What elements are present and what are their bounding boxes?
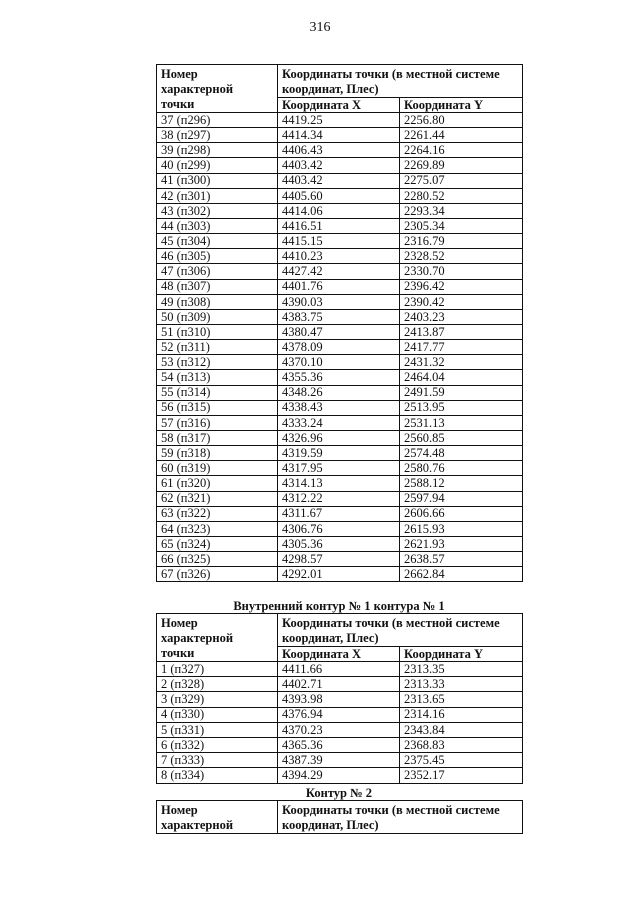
cell-coord-x: 4317.95	[278, 461, 400, 476]
cell-coord-y: 2264.16	[400, 143, 523, 158]
cell-coord-x: 4306.76	[278, 521, 400, 536]
cell-coord-y: 2621.93	[400, 536, 523, 551]
cell-coord-y: 2293.34	[400, 203, 523, 218]
table-row	[157, 536, 523, 551]
cell-point-number: 59 (п318)	[157, 446, 278, 461]
cell-coord-y: 2269.89	[400, 158, 523, 173]
table-body	[157, 113, 523, 582]
table-row	[157, 506, 523, 521]
header-coordinates: Координаты точки (в местной системе координат, Плес)	[278, 614, 523, 647]
header-coordinates: Координаты точки (в местной системе координат, Плес)	[278, 801, 523, 834]
cell-coord-x: 4370.23	[278, 722, 400, 737]
table-row	[157, 677, 523, 692]
section-caption-contour-2: Контур № 2	[305, 786, 373, 800]
table-row	[157, 662, 523, 677]
table-row	[157, 476, 523, 491]
cell-coord-x: 4383.75	[278, 309, 400, 324]
cell-point-number: 63 (п322)	[157, 506, 278, 521]
cell-coord-x: 4376.94	[278, 707, 400, 722]
cell-point-number: 51 (п310)	[157, 324, 278, 339]
table-row	[157, 722, 523, 737]
table-row	[157, 707, 523, 722]
cell-point-number: 66 (п325)	[157, 552, 278, 567]
cell-point-number: 40 (п299)	[157, 158, 278, 173]
cell-coord-y: 2574.48	[400, 446, 523, 461]
table-row	[157, 768, 523, 783]
cell-point-number: 1 (п327)	[157, 662, 278, 677]
header-point-number: Номер характерной точки	[157, 65, 278, 113]
cell-coord-y: 2313.33	[400, 677, 523, 692]
table-row	[157, 753, 523, 768]
cell-coord-x: 4312.22	[278, 491, 400, 506]
cell-coord-y: 2330.70	[400, 264, 523, 279]
coordinates-table-contour-1	[156, 64, 523, 582]
cell-coord-x: 4393.98	[278, 692, 400, 707]
cell-coord-y: 2580.76	[400, 461, 523, 476]
table-row	[157, 188, 523, 203]
cell-coord-y: 2431.32	[400, 355, 523, 370]
cell-point-number: 6 (п332)	[157, 737, 278, 752]
table-row	[157, 567, 523, 582]
cell-coord-x: 4365.36	[278, 737, 400, 752]
page-number: 316	[309, 20, 331, 35]
cell-point-number: 54 (п313)	[157, 370, 278, 385]
cell-point-number: 5 (п331)	[157, 722, 278, 737]
cell-point-number: 8 (п334)	[157, 768, 278, 783]
cell-point-number: 49 (п308)	[157, 294, 278, 309]
cell-coord-x: 4305.36	[278, 536, 400, 551]
cell-coord-y: 2305.34	[400, 218, 523, 233]
cell-point-number: 44 (п303)	[157, 218, 278, 233]
table-row	[157, 521, 523, 536]
coordinates-table-contour-2	[156, 800, 523, 834]
cell-coord-y: 2638.57	[400, 552, 523, 567]
cell-coord-x: 4403.42	[278, 158, 400, 173]
table-row	[157, 446, 523, 461]
cell-point-number: 38 (п297)	[157, 128, 278, 143]
table-row	[157, 415, 523, 430]
cell-point-number: 50 (п309)	[157, 309, 278, 324]
cell-coord-y: 2417.77	[400, 340, 523, 355]
cell-point-number: 48 (п307)	[157, 279, 278, 294]
cell-coord-x: 4414.06	[278, 203, 400, 218]
table-row	[157, 385, 523, 400]
table-body	[157, 662, 523, 784]
cell-coord-y: 2413.87	[400, 324, 523, 339]
header-coord-y: Координата Y	[400, 98, 523, 113]
cell-coord-x: 4298.57	[278, 552, 400, 567]
cell-coord-x: 4292.01	[278, 567, 400, 582]
cell-coord-x: 4405.60	[278, 188, 400, 203]
cell-coord-y: 2588.12	[400, 476, 523, 491]
cell-coord-y: 2343.84	[400, 722, 523, 737]
cell-coord-y: 2275.07	[400, 173, 523, 188]
table-row	[157, 234, 523, 249]
cell-coord-x: 4370.10	[278, 355, 400, 370]
table-row	[157, 113, 523, 128]
cell-coord-x: 4355.36	[278, 370, 400, 385]
table-row	[157, 340, 523, 355]
cell-point-number: 3 (п329)	[157, 692, 278, 707]
cell-coord-y: 2606.66	[400, 506, 523, 521]
cell-coord-x: 4406.43	[278, 143, 400, 158]
cell-point-number: 4 (п330)	[157, 707, 278, 722]
cell-point-number: 42 (п301)	[157, 188, 278, 203]
cell-point-number: 62 (п321)	[157, 491, 278, 506]
cell-point-number: 37 (п296)	[157, 113, 278, 128]
table-row	[157, 279, 523, 294]
cell-point-number: 56 (п315)	[157, 400, 278, 415]
table-row	[157, 218, 523, 233]
cell-coord-y: 2560.85	[400, 430, 523, 445]
table-row	[157, 203, 523, 218]
header-coord-x: Координата X	[278, 647, 400, 662]
cell-coord-y: 2280.52	[400, 188, 523, 203]
cell-point-number: 41 (п300)	[157, 173, 278, 188]
cell-point-number: 7 (п333)	[157, 753, 278, 768]
cell-point-number: 53 (п312)	[157, 355, 278, 370]
cell-point-number: 43 (п302)	[157, 203, 278, 218]
cell-point-number: 47 (п306)	[157, 264, 278, 279]
cell-coord-x: 4403.42	[278, 173, 400, 188]
cell-coord-y: 2531.13	[400, 415, 523, 430]
cell-coord-x: 4411.66	[278, 662, 400, 677]
cell-point-number: 55 (п314)	[157, 385, 278, 400]
table-row	[157, 491, 523, 506]
cell-coord-y: 2403.23	[400, 309, 523, 324]
cell-coord-x: 4390.03	[278, 294, 400, 309]
cell-coord-y: 2615.93	[400, 521, 523, 536]
cell-coord-y: 2464.04	[400, 370, 523, 385]
cell-coord-x: 4387.39	[278, 753, 400, 768]
cell-coord-y: 2513.95	[400, 400, 523, 415]
cell-coord-x: 4427.42	[278, 264, 400, 279]
cell-coord-y: 2662.84	[400, 567, 523, 582]
table-row	[157, 370, 523, 385]
cell-coord-x: 4410.23	[278, 249, 400, 264]
cell-point-number: 57 (п316)	[157, 415, 278, 430]
cell-coord-x: 4419.25	[278, 113, 400, 128]
cell-coord-y: 2396.42	[400, 279, 523, 294]
cell-coord-y: 2390.42	[400, 294, 523, 309]
header-coord-x: Координата X	[278, 98, 400, 113]
cell-coord-y: 2261.44	[400, 128, 523, 143]
cell-coord-x: 4414.34	[278, 128, 400, 143]
cell-coord-x: 4326.96	[278, 430, 400, 445]
table-row	[157, 143, 523, 158]
cell-coord-x: 4378.09	[278, 340, 400, 355]
table-row	[157, 692, 523, 707]
header-point-number: Номер характерной точки	[157, 614, 278, 662]
coordinates-table-inner-contour	[156, 613, 523, 784]
cell-point-number: 58 (п317)	[157, 430, 278, 445]
cell-coord-x: 4415.15	[278, 234, 400, 249]
cell-coord-y: 2314.16	[400, 707, 523, 722]
table-row	[157, 430, 523, 445]
table-row	[157, 324, 523, 339]
cell-point-number: 60 (п319)	[157, 461, 278, 476]
header-point-number: Номер характерной	[157, 801, 278, 834]
table-row	[157, 400, 523, 415]
cell-coord-x: 4416.51	[278, 218, 400, 233]
cell-coord-x: 4319.59	[278, 446, 400, 461]
cell-coord-x: 4314.13	[278, 476, 400, 491]
cell-coord-y: 2328.52	[400, 249, 523, 264]
section-caption-inner-contour: Внутренний контур № 1 контура № 1	[233, 599, 445, 613]
table-row	[157, 249, 523, 264]
cell-point-number: 2 (п328)	[157, 677, 278, 692]
table-row	[157, 355, 523, 370]
table-row	[157, 309, 523, 324]
cell-coord-y: 2491.59	[400, 385, 523, 400]
cell-coord-y: 2597.94	[400, 491, 523, 506]
cell-coord-x: 4401.76	[278, 279, 400, 294]
cell-point-number: 67 (п326)	[157, 567, 278, 582]
header-coordinates: Координаты точки (в местной системе координат, Плес)	[278, 65, 523, 98]
table-row	[157, 552, 523, 567]
cell-coord-x: 4394.29	[278, 768, 400, 783]
table-row	[157, 461, 523, 476]
cell-coord-y: 2352.17	[400, 768, 523, 783]
cell-coord-x: 4402.71	[278, 677, 400, 692]
header-coord-y: Координата Y	[400, 647, 523, 662]
cell-point-number: 65 (п324)	[157, 536, 278, 551]
cell-point-number: 52 (п311)	[157, 340, 278, 355]
cell-point-number: 46 (п305)	[157, 249, 278, 264]
cell-coord-y: 2256.80	[400, 113, 523, 128]
table-row	[157, 294, 523, 309]
table-row	[157, 173, 523, 188]
cell-coord-x: 4333.24	[278, 415, 400, 430]
table-row	[157, 128, 523, 143]
cell-coord-y: 2313.35	[400, 662, 523, 677]
cell-coord-x: 4311.67	[278, 506, 400, 521]
table-row	[157, 158, 523, 173]
cell-point-number: 45 (п304)	[157, 234, 278, 249]
cell-coord-y: 2313.65	[400, 692, 523, 707]
cell-point-number: 64 (п323)	[157, 521, 278, 536]
cell-point-number: 39 (п298)	[157, 143, 278, 158]
table-row	[157, 737, 523, 752]
cell-coord-x: 4380.47	[278, 324, 400, 339]
cell-point-number: 61 (п320)	[157, 476, 278, 491]
cell-coord-y: 2375.45	[400, 753, 523, 768]
cell-coord-y: 2316.79	[400, 234, 523, 249]
cell-coord-x: 4348.26	[278, 385, 400, 400]
cell-coord-x: 4338.43	[278, 400, 400, 415]
cell-coord-y: 2368.83	[400, 737, 523, 752]
table-row	[157, 264, 523, 279]
